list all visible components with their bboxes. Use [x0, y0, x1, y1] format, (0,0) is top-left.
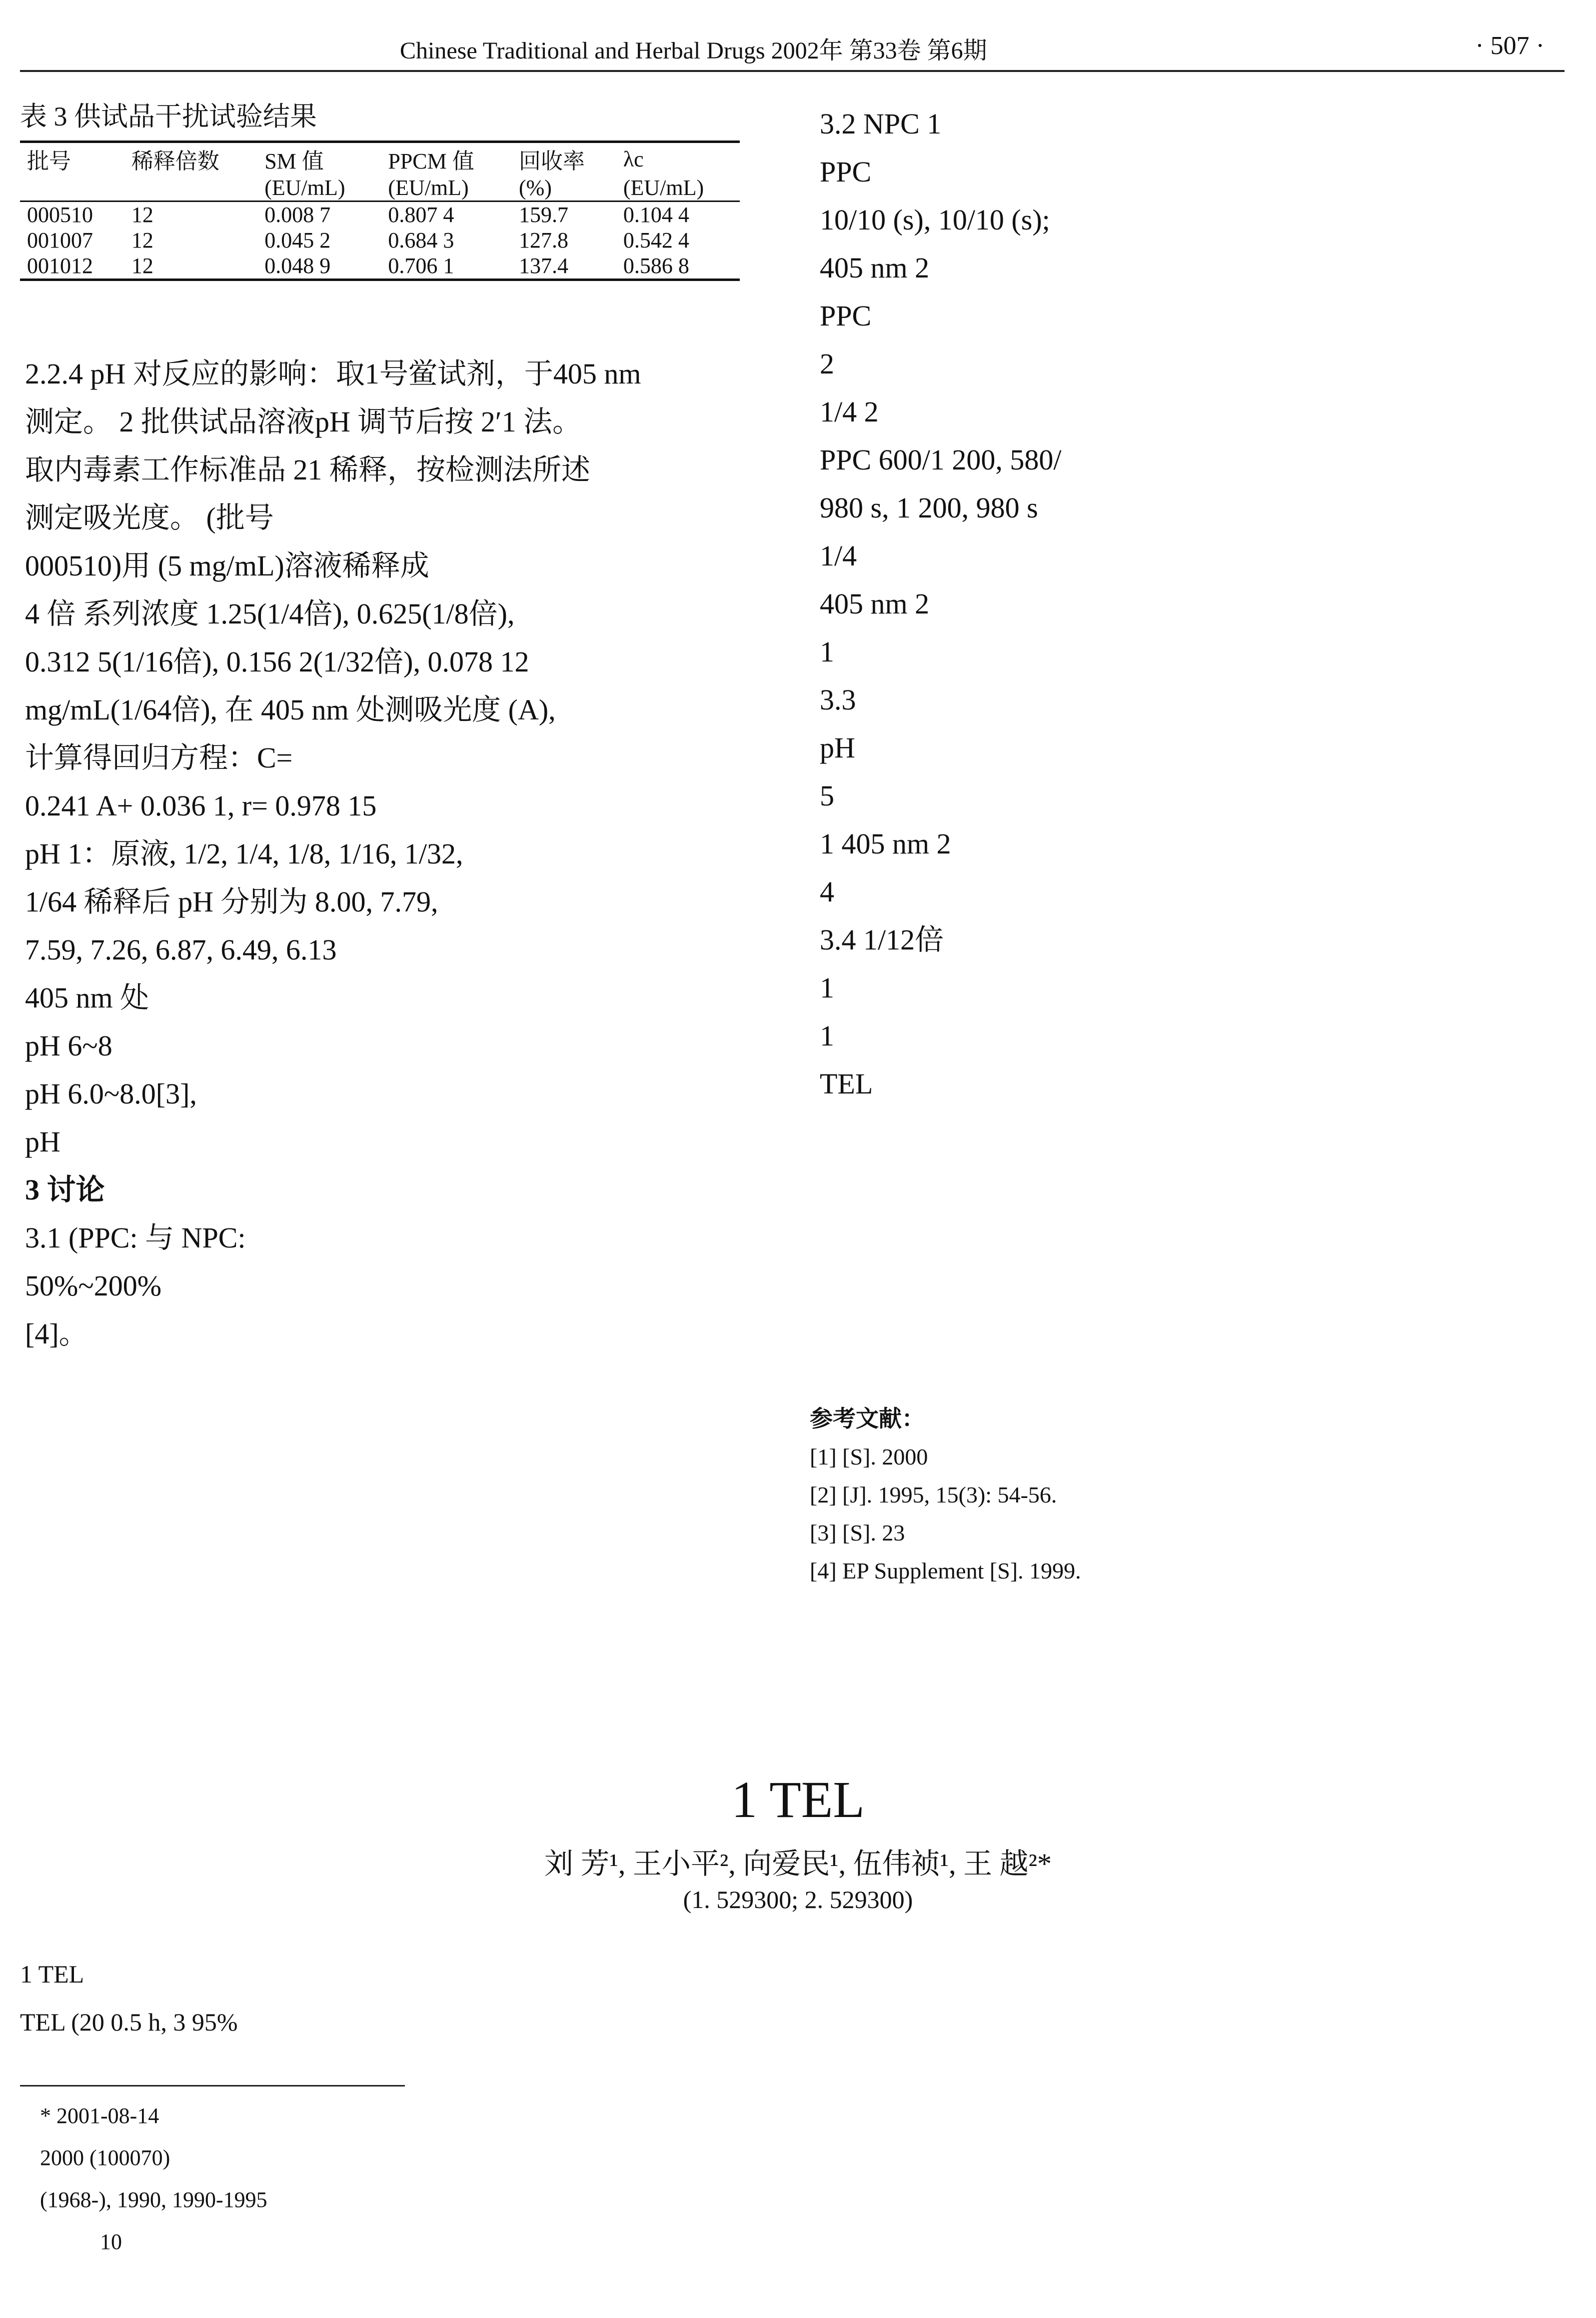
- reference-item: [1] [S]. 2000: [810, 1444, 928, 1470]
- table-cell: 001012: [20, 253, 124, 280]
- table-3-block: [20, 95, 770, 281]
- body-line: 0.241 A+ 0.036 1, r= 0.978 15: [25, 790, 377, 822]
- body-line: 0.312 5(1/16倍), 0.156 2(1/32倍), 0.078 12: [25, 646, 529, 678]
- journal-name: Chinese Traditional and Herbal Drugs 2002年 第33卷 第6期: [400, 38, 987, 64]
- abstract-line: TEL (20 0.5 h, 3 95%: [20, 2008, 238, 2036]
- table-header: PPCM 值: [381, 142, 512, 176]
- body-line: 1/64 稀释后 pH 分别为 8.00, 7.79,: [25, 886, 438, 918]
- reference-item: [3] [S]. 23: [810, 1520, 905, 1546]
- footnote-line: 10: [100, 2230, 122, 2254]
- body-line: 1: [820, 636, 834, 668]
- body-line: 50%~200%: [25, 1270, 162, 1302]
- body-line: pH: [820, 732, 855, 764]
- body-line: 7.59, 7.26, 6.87, 6.49, 6.13: [25, 934, 337, 966]
- table-cell: 12: [131, 228, 153, 252]
- body-line: pH 6~8: [25, 1030, 112, 1062]
- article-title: 1 TEL: [731, 1771, 865, 1828]
- body-line: mg/mL(1/64倍), 在 405 nm 处测吸光度 (A),: [25, 694, 556, 726]
- running-header: [20, 20, 1565, 72]
- table-header-unit: [20, 175, 124, 202]
- body-line: 1/4: [820, 540, 857, 572]
- body-line: 测定。 2 批供试品溶液pH 调节后按 2′1 法。: [25, 406, 582, 438]
- body-line: 3.3: [820, 684, 856, 716]
- table-header-unit: (EU/mL): [257, 175, 381, 202]
- footnote-line: 2000 (100070): [40, 2146, 170, 2170]
- body-line: pH 1：原液, 1/2, 1/4, 1/8, 1/16, 1/32,: [25, 838, 463, 870]
- footnote-divider: [20, 2085, 405, 2086]
- body-line: 取内毒素工作标准品 21 稀释，按检测法所述: [25, 454, 591, 486]
- table-header: λc: [616, 142, 740, 176]
- body-line: 980 s, 1 200, 980 s: [820, 492, 1038, 524]
- references: [810, 1400, 1560, 1590]
- reference-item: [4] EP Supplement [S]. 1999.: [810, 1558, 1081, 1584]
- footnote-line: (1968-), 1990, 1990-1995: [40, 2188, 267, 2212]
- table-cell: 0.048 9: [257, 253, 381, 280]
- body-line: 4 倍 系列浓度 1.25(1/4倍), 0.625(1/8倍),: [25, 598, 515, 630]
- body-line: 3.2 NPC 1: [820, 108, 942, 140]
- article-authors: 刘 芳¹, 王小平², 向爱民¹, 伍伟祯¹, 王 越²*: [544, 1848, 1052, 1880]
- table-row: [20, 253, 740, 280]
- body-line: TEL: [820, 1068, 873, 1100]
- right-column-text: [820, 100, 1565, 1108]
- body-line: [4]。: [25, 1318, 88, 1350]
- table-header: 批号: [20, 142, 124, 176]
- references-heading: 参考文献：: [810, 1406, 925, 1432]
- table-cell: 0.706 1: [381, 253, 512, 280]
- table-cell: 12: [131, 202, 153, 227]
- body-line: 3.1 (PPC: 与 NPC:: [25, 1222, 246, 1254]
- table-cell: 137.4: [512, 253, 616, 280]
- table-header: 稀释倍数: [124, 142, 257, 176]
- body-line: 2.2.4 pH 对反应的影响：取1号鲎试剂，于405 nm: [25, 358, 641, 390]
- reference-item: [2] [J]. 1995, 15(3): 54-56.: [810, 1482, 1057, 1508]
- table-cell: 001007: [27, 228, 93, 252]
- table-cell: 0.807 4: [388, 202, 454, 227]
- table-header-unit: (EU/mL): [616, 175, 740, 202]
- left-column-text: [25, 350, 765, 1358]
- table-cell: 000510: [27, 202, 93, 227]
- table-cell: 0.542 4: [623, 228, 689, 252]
- abstract: [20, 1950, 1570, 2046]
- body-line: 1 405 nm 2: [820, 828, 951, 860]
- table-cell: 159.7: [518, 202, 568, 227]
- page-number: · 507 ·: [1475, 32, 1545, 60]
- body-line: 1: [820, 972, 834, 1004]
- body-line: 1: [820, 1020, 834, 1052]
- table-cell: 127.8: [518, 228, 568, 252]
- body-line: 2: [820, 348, 834, 380]
- body-line: 000510)用 (5 mg/mL)溶液稀释成: [25, 550, 429, 582]
- body-line: PPC 600/1 200, 580/: [820, 444, 1062, 476]
- body-line: 405 nm 处: [25, 982, 149, 1014]
- table-caption: 表 3 供试品干扰试验结果: [20, 102, 317, 132]
- table-header-unit: (%): [512, 175, 616, 202]
- body-line: 3.4 1/12倍: [820, 924, 944, 956]
- abstract-line: 1 TEL: [20, 1960, 84, 1988]
- table-header-unit: (EU/mL): [381, 175, 512, 202]
- table-cell: 0.684 3: [388, 228, 454, 252]
- table-cell: 0.586 8: [616, 253, 740, 280]
- body-line: 测定吸光度。 (批号: [25, 502, 274, 534]
- footnote-line: * 2001-08-14: [40, 2104, 159, 2128]
- table-cell: 0.008 7: [264, 202, 331, 227]
- body-line: 405 nm 2: [820, 252, 930, 284]
- table-header: 回收率: [512, 142, 616, 176]
- body-line: pH: [25, 1126, 60, 1158]
- table-header-unit: [124, 175, 257, 202]
- table-header: SM 值: [257, 142, 381, 176]
- table-cell: 12: [124, 253, 257, 280]
- body-line: pH 6.0~8.0[3],: [25, 1078, 197, 1110]
- body-line: 4: [820, 876, 834, 908]
- table-cell: 0.045 2: [264, 228, 331, 252]
- table-row: [20, 228, 740, 253]
- body-line: PPC: [820, 156, 872, 188]
- table-cell: 0.104 4: [623, 202, 689, 227]
- interference-table: [20, 140, 740, 281]
- body-line: 计算得回归方程：C=: [25, 742, 293, 774]
- body-line: 5: [820, 780, 834, 812]
- body-line: 1/4 2: [820, 396, 879, 428]
- footnotes: [40, 2095, 1560, 2263]
- article-affiliation: (1. 529300; 2. 529300): [683, 1886, 913, 1914]
- body-line: 10/10 (s), 10/10 (s);: [820, 204, 1050, 236]
- body-line: PPC: [820, 300, 872, 332]
- section-heading: 3 讨论: [25, 1174, 105, 1206]
- body-line: 405 nm 2: [820, 588, 930, 620]
- table-row: [20, 202, 740, 228]
